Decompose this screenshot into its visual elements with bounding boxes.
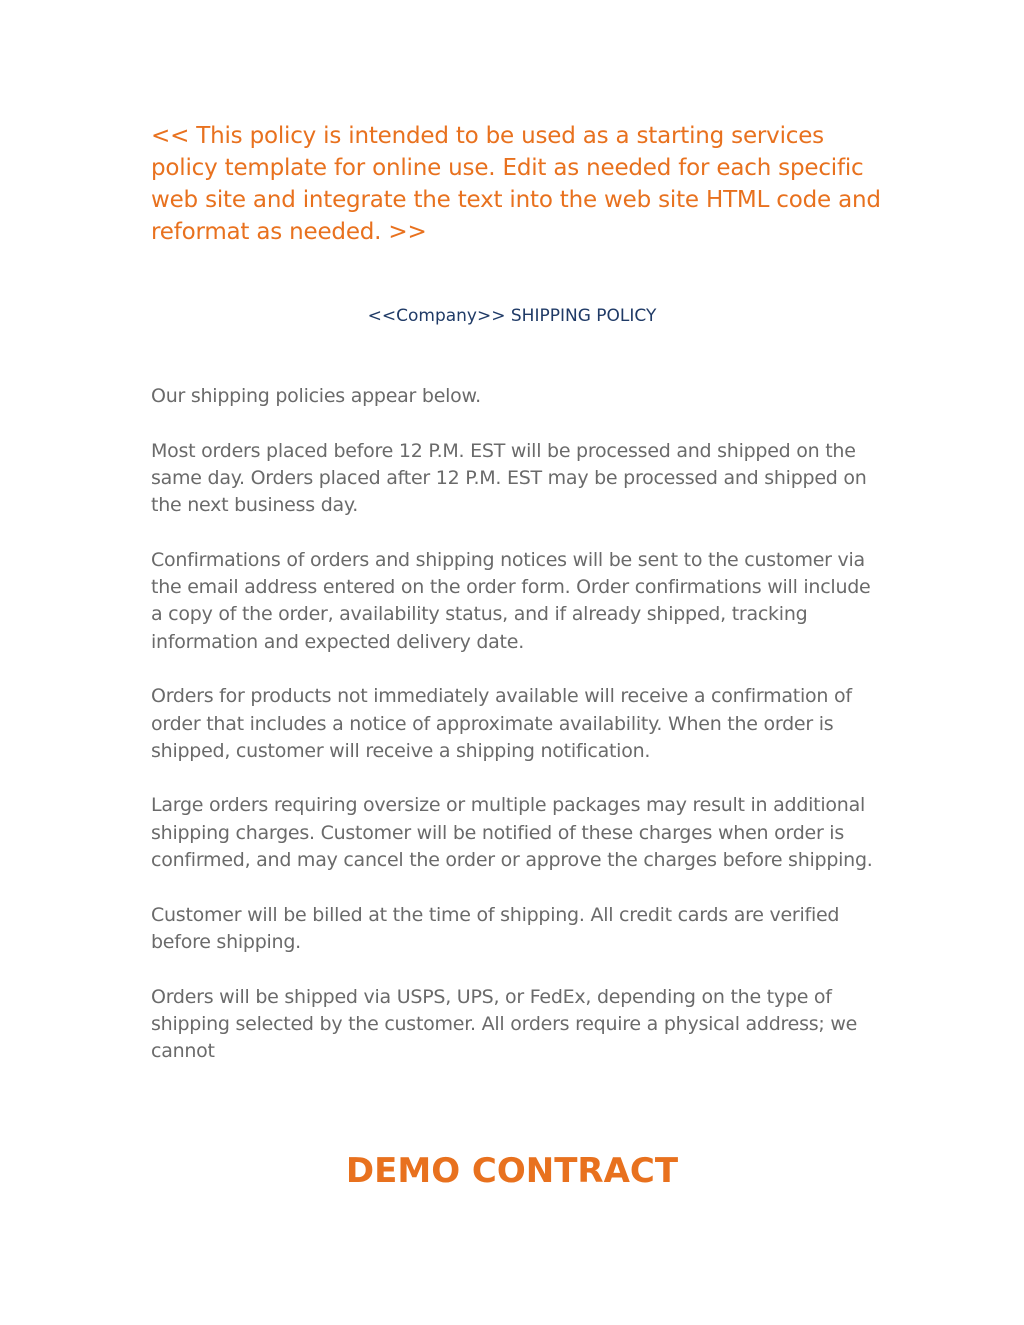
policy-paragraph-large-orders: Large orders requiring oversize or multiple packages may result in additional shipping charges. Customer will be notified of these charges when order is confirmed, and may cancel the order or approve the charges before shipping.: [151, 794, 873, 872]
policy-paragraph-processing: Most orders placed before 12 P.M. EST will be processed and shipped on the same day. Orders placed after 12 P.M. EST may be processed and shipped on the next business day.: [151, 439, 867, 517]
policy-paragraph-availability: Orders for products not immediately available will receive a confirmation of order that includes a notice of approximate availability. When the order is shipped, customer will receive a shipping notification.: [151, 685, 852, 762]
policy-paragraph-billing: Customer will be billed at the time of shipping. All credit cards are verified before shipping.: [151, 903, 840, 953]
policy-paragraph-carriers: Orders will be shipped via USPS, UPS, or FedEx, depending on the type of shipping selected by the customer. All orders require a physical address; we cannot: [151, 985, 858, 1063]
policy-body: [151, 383, 886, 1093]
template-instruction-note: << This policy is intended to be used as a starting services policy template for online use. Edit as needed for each specific web site and integrate the text into the web site HTML code and reformat as needed. >>: [151, 123, 881, 245]
demo-contract-watermark: DEMO CONTRACT: [345, 1151, 679, 1191]
document-title: <<Company>> SHIPPING POLICY: [367, 306, 657, 326]
policy-paragraph-intro: Our shipping policies appear below.: [151, 385, 481, 407]
policy-paragraph-confirmations: Confirmations of orders and shipping notices will be sent to the customer via the email address entered on the order form. Order confirmations will include a copy of the order, availability status, and if already shipped, tracking information and expected delivery date.: [151, 548, 871, 653]
